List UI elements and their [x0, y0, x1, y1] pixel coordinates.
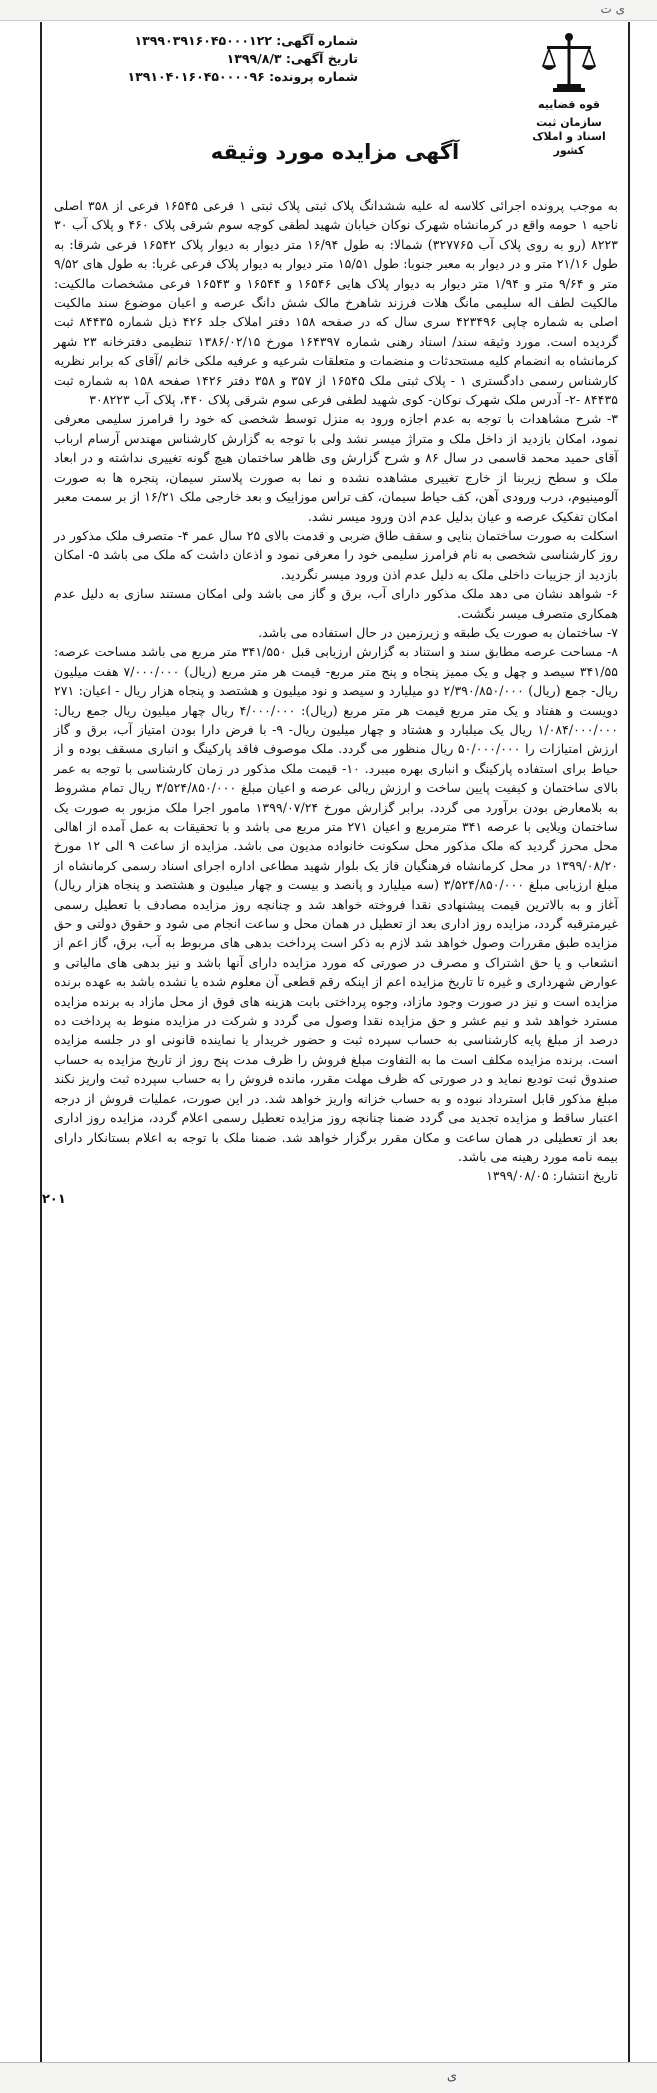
scales-emblem-icon [541, 32, 597, 94]
notice-header [42, 22, 628, 192]
scan-top-strip [0, 0, 657, 21]
judiciary-name: قوه قضاییه [538, 98, 600, 111]
paragraph-publish-date: تاریخ انتشار: ۱۳۹۹/۰۸/۰۵ [486, 1168, 618, 1184]
top-fragment-text: ی ت [600, 2, 625, 16]
notice-meta [58, 32, 358, 86]
notice-body [42, 192, 628, 1186]
bottom-fragment-text: ی [446, 2069, 457, 2084]
notice-date: تاریخ آگهی: ۱۳۹۹/۸/۳ [226, 51, 358, 66]
paragraph-utilities: ۶- شواهد نشان می دهد ملک مذکور دارای آب، برق و گاز می باشد ولی امکان مستند سازی به دلیل عدم همکاری متصرف میسر نگشت. [54, 586, 618, 621]
notice-code: ۲۰۱ [42, 1191, 66, 1207]
paragraph-structure: اسکلت به صورت ساختمان بنایی و سقف طاق ضربی و قدمت بالای ۲۵ سال عمر ۴- متصرف ملک مذکور در روز کارشناسی شخصی به نام فرامرز سلیمی خود را معرفی نمود و اذعان داشت که ملک می باشد ۵- امکان بازدید از جزییات داخلی ملک به دلیل عدم اذن ورود میسر نگردید. [54, 527, 619, 582]
registration-org-name: سازمان ثبت اسناد و املاک کشور [532, 116, 606, 157]
notice-number: شماره آگهی: ۱۳۹۹۰۳۹۱۶۰۴۵۰۰۰۱۲۲ [134, 33, 358, 48]
case-number: شماره پرونده: ۱۳۹۱۰۴۰۱۶۰۴۵۰۰۰۰۹۶ [127, 69, 358, 84]
notice-title: آگهی مزایده مورد وثیقه [210, 140, 460, 164]
paragraph-floors: ۷- ساختمان به صورت یک طبقه و زیرزمین در حال استفاده می باشد. [258, 624, 618, 640]
paragraph-property-description: به موجب پرونده اجرائی کلاسه له علیه ششدانگ پلاک ثبتی پلاک ثبتی ۱ فرعی ۱۶۵۴۵ فرعی از ۳۵۸ اصلی ناحیه ۱ حومه واقع در کرمانشاه شهرک نوکان خیابان شهید لطفی کوچه سوم شرقی پلاک ۴۶۰ و پلاک آب ۳۰ ۸۲۲۳ (رو به روی پلاک آب ۳۲۷۷۶۵) شمالا: به طول ۱۶/۹۴ متر دیوار به دیوار پلاک ۱۶۵۴۲ فرعی شرقا: به طول ۲۱/۱۶ متر و در دیوار به معبر جنوبا: طول ۱۵/۵۱ متر دیوار به دیوار پلاک فرعی غربا: به طول های ۹/۵۲ متر و ۹/۶۴ متر و ۱/۹۴ متر دیوار به دیوار پلاک هایی ۱۶۵۴۶ و ۱۶۵۴۴ و ۱۶۵۴۳ فرعی مشخصات مالکیت: مالکیت لطف اله سلیمی مانگ هلات فرزند شاهرخ مالک شش دانگ عرصه و اعیان موضوع سند مالکیت اصلی به شماره چاپی ۴۲۳۴۹۶ سری سال که در صفحه ۱۵۸ دفتر املاک جلد ۴۲۶ ذیل شماره ۸۴۴۳۵ ثبت گردیده است. مورد وثیقه سند/ اسناد رهنی شماره ۱۶۴۳۹۷ مورخ ۱۳۸۶/۰۲/۱۵ تنظیمی دفترخانه ۲۳ شهر کرمانشاه به انضمام کلیه مستحدثات و منضمات و متعلقات شرعیه و عرفیه ملکی خانم /آقای که برابر نظریه کارشناس رسمی دادگستری ۱ - پلاک ثبتی ملک ۱۶۵۴۵ از ۳۵۷ و ۳۵۸ دفتر ۱۴۲۶ صفحه ۱۵۸ به شماره ثبت ۸۴۴۳۵ -۲- آدرس ملک شهرک نوکان- کوی شهید لطفی فرعی سوم شرقی پلاک ۴۴۰، پلاک آب ۳۰۸۲۲۳ [54, 198, 619, 408]
scan-bottom-strip [0, 2062, 657, 2093]
paragraph-observations: ۳- شرح مشاهدات با توجه به عدم اجازه ورود به منزل توسط شخصی که خود را فرامرز سلیمی معرفی نمود، امکان بازدید از داخل ملک و متراژ میسر نشد ولی با توجه به گزارش کارشناس مهندس آرسام ارباب آقای حمید محمد قاسمی در سال ۸۶ و شرح گزارش وی ظاهر ساختمان هیچ گونه تغییری نداشته و در ابعاد ملک و سطح زیربنا از خارج تغییری مشاهده نشده و نما به صورت پلاستر سیمان، پنجره ها به صورت آلومینیوم، درب ورودی آهن، کف حیاط سیمان، کف تراس موزاییک و بعد خارجی ملک ۱۶/۲۱ از بر سمت معبر [54, 411, 618, 505]
paragraph-separation: امکان تفکیک عرصه و عیان بدلیل عدم اذن ورود میسر نشد. [307, 508, 618, 524]
notice-frame [40, 22, 630, 2062]
judiciary-emblem [524, 32, 614, 158]
paragraph-valuation-auction: ۸- مساحت عرصه مطابق سند و استناد به گزارش ارزیابی قبل ۳۴۱/۵۵۰ متر مربع می باشد مساحت عرصه: ۳۴۱/۵۵ سیصد و چهل و یک ممیز پنجاه و پنج متر مربع- قیمت هر متر مربع (ریال) ۷/۰۰۰/۰۰۰ هفت میلیون ریال- جمع (ریال) ۲/۳۹۰/۸۵۰/۰۰۰ دو میلیارد و سیصد و نود میلیون و هشتصد و پنجاه هزار ریال - اعیان: ۲۷۱ دویست و هفتاد و یک متر مربع قیمت هر متر مربع (ریال): ۴/۰۰۰/۰۰۰ ریال چهار میلیون ریال جمع ریال: ۱/۰۸۴/۰۰۰/۰۰۰ ریال یک میلیارد و هشتاد و چهار میلیون ریال- ۹- با فرض دارا بودن امتیاز آب، برق و گاز ارزش امتیازات را ۵۰/۰۰۰/۰۰۰ ریال منظور می گردد. ملک موصوف فاقد پارکینگ و انباری مسقف بوده و از حیاط برای استفاده پارکینگ و انباری بهره میبرد. ۱۰- قیمت ملک مذکور در زمان کارشناسی با توجه به عمر بالای ساختمان و کیفیت پایین ساخت و ارزش ریالی عرصه و اعیان مبلغ ۳/۵۲۴/۸۵۰/۰۰۰ ریال تمام مشروط به بلامعارض بودن برآورد می گردد. برابر گزارش مورخ ۱۳۹۹/۰۷/۲۴ مامور اجرا ملک مزبور به صورت یک ساختمان ویلایی با عرصه ۳۴۱ مترمربع و اعیان ۲۷۱ متر مربع می باشد و با تحقیقات به عمل آمده از اهالی محل محرز گردید که ملک مذکور محل سکونت خانواده مدیون می باشد. مزایده از ساعت ۹ الی ۱۲ مورخ ۱۳۹۹/۰۸/۲۰ در محل کرمانشاه فرهنگیان فاز یک بلوار شهید مطاعی اداره اجرای اسناد رسمی کرمانشاه از مبلغ ارزیابی مبلغ ۳/۵۲۴/۸۵۰/۰۰۰ (سه میلیارد و پانصد و بیست و چهار میلیون و هشتصد و پنجاه هزار ریال) آغاز و به بالاترین قیمت پیشنهادی نقدا فروخته خواهد شد و چنانچه روز مزایده مصادف با تعطیل رسمی غیرمترقبه گردد، مزایده روز اداری بعد از تعطیل در همان محل و ساعت انجام می شود و حقوق دولتی و حق مزایده طبق مقررات وصول خواهد شد لازم به ذکر است پرداخت بدهی های مربوط به آب، برق، گاز اعم از انشعاب و یا حق اشتراک و مصرف در صورتی که مورد مزایده دارای آنها باشد و نیز بدهی های مالیاتی و عوارض شهرداری و غیره تا تاریخ مزایده اعم از اینکه رقم قطعی آن معلوم شده یا نشده باشد به عهده برنده مزایده است و نیز در صورت وجود مازاد، وجوه پرداختی بابت هزینه های فوق از محل مازاد به برنده مزایده مسترد خواهد شد و نیم عشر و حق مزایده نقدا وصول می گردد و شرکت در مزایده منوط به پرداخت ده درصد از مبلغ پایه کارشناسی به حساب سپرده ثبت و حضور خریدار یا نماینده قانونی او در جلسه مزایده است. برنده مزایده مکلف است ما به التفاوت مبلغ فروش را ظرف مدت پنج روز از تاریخ مزایده به حساب صندوق ثبت تودیع نماید و در صورتی که ظرف مهلت مقرر، مانده فروش را به حساب سپرده ثبت واریز نکند مبلغ مذکور قابل استرداد نبوده و به حساب خزانه واریز خواهد شد. در این صورت، عملیات فروش از درجه اعتبار ساقط و مزایده تجدید می گردد ضمنا چنانچه روز مزایده تعطیل رسمی اعلام گردد، مزایده روز اداری بعد از تعطیلی در همان ساعت و مکان مقرر برگزار خواهد شد. ضمنا ملک با توجه به اعلام بستانکار دارای بیمه نامه مورد رهینه می باشد. [54, 644, 619, 1164]
